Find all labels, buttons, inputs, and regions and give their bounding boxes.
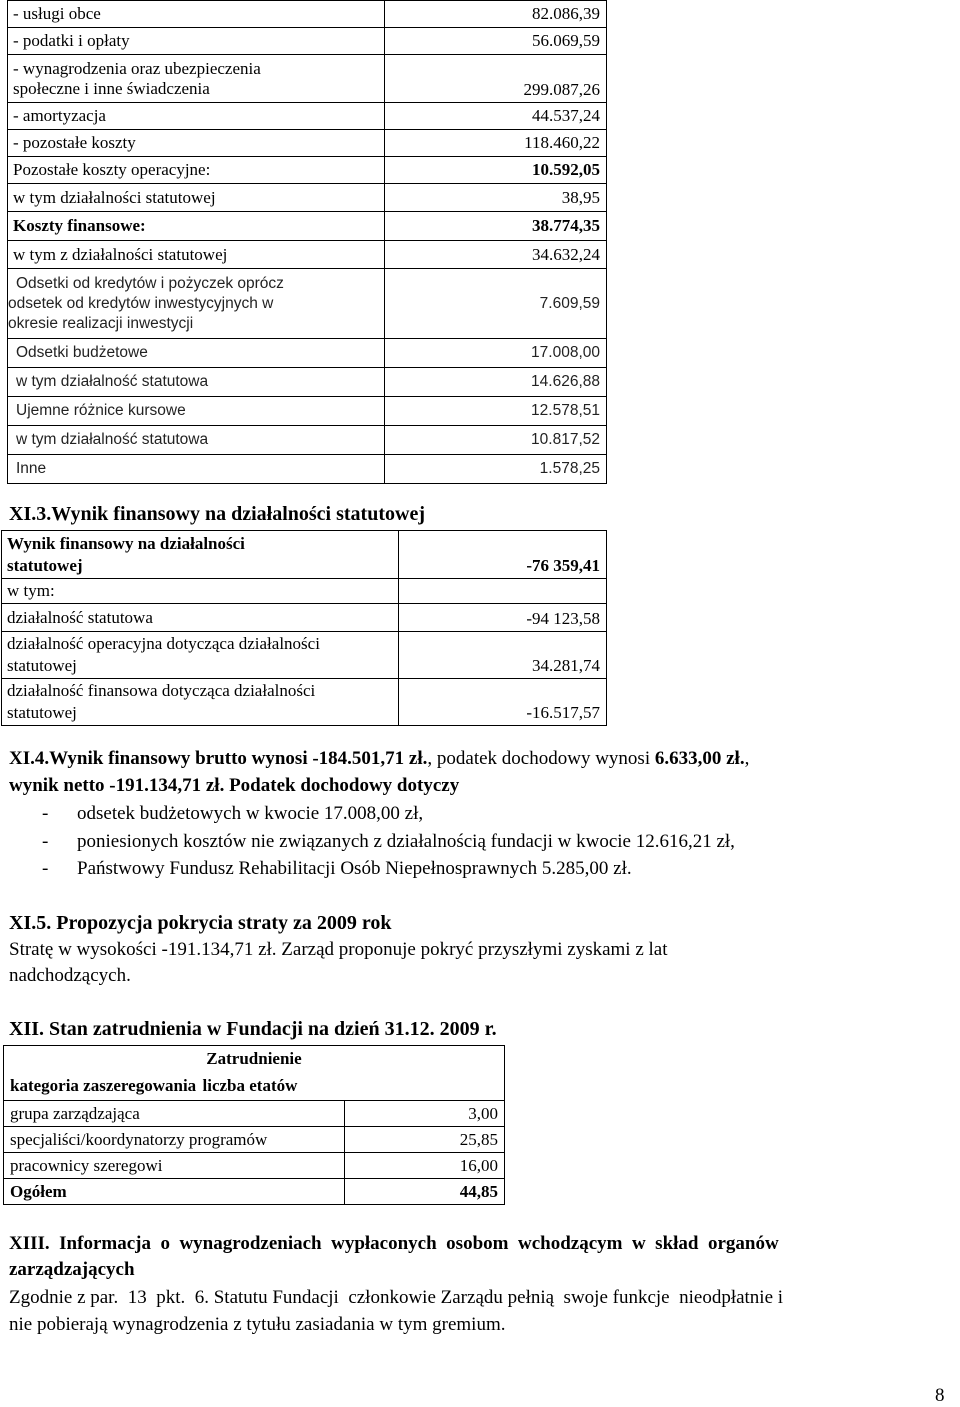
section-xi5-heading: XI.5. Propozycja pokrycia straty za 2009 rok (9, 912, 392, 934)
table-row (8, 28, 607, 55)
total-value: 44,85 (345, 1179, 505, 1205)
row-value: 17.008,00 (385, 339, 607, 368)
row-value: 12.578,51 (385, 397, 607, 426)
row-label: w tym działalności statutowej (8, 184, 385, 212)
row-value: 1.578,25 (385, 455, 607, 484)
employment-table (3, 1045, 505, 1205)
table-row (2, 531, 607, 579)
table-row (8, 157, 607, 184)
row-label: pracownicy szeregowi (4, 1153, 345, 1179)
section-xii-heading: XII. Stan zatrudnienia w Fundacji na dzień 31.12. 2009 r. (9, 1018, 497, 1040)
row-label: - podatki i opłaty (8, 28, 385, 55)
row-value: 299.087,26 (385, 55, 607, 103)
row-label: Ujemne różnice kursowe (8, 397, 385, 426)
row-value: 56.069,59 (385, 28, 607, 55)
table-header-row (4, 1072, 505, 1101)
row-label: - usługi obce (8, 1, 385, 28)
row-label: w tym z działalności statutowej (8, 241, 385, 269)
row-label: w tym: (2, 579, 399, 604)
bullet-dash: - (42, 858, 49, 879)
costs-table (7, 0, 607, 484)
result-table (1, 530, 607, 726)
row-label: Odsetki od kredytów i pożyczek oprócz odsetek od kredytów inwestycyjnych w okresie realizacji inwestycji (8, 269, 385, 339)
row-value: 25,85 (345, 1127, 505, 1153)
row-value: 14.626,88 (385, 368, 607, 397)
table-row (8, 368, 607, 397)
row-label: w tym działalność statutowa (8, 368, 385, 397)
table-row (2, 632, 607, 679)
table-row (4, 1101, 505, 1127)
table-row (4, 1127, 505, 1153)
column-header: kategoria zaszeregowania (4, 1072, 345, 1101)
section-xi5-text: Stratę w wysokości -191.134,71 zł. Zarząd proponuje pokryć przyszłymi zyskami z lat (9, 939, 668, 960)
table-row (8, 1, 607, 28)
list-item: Państwowy Fundusz Rehabilitacji Osób Niepełnosprawnych 5.285,00 zł. (77, 858, 632, 879)
table-total-row (4, 1179, 505, 1205)
table-row (4, 1153, 505, 1179)
table-title: Zatrudnienie (4, 1046, 505, 1072)
table-row (8, 130, 607, 157)
row-label: Inne (8, 455, 385, 484)
row-label: w tym działalność statutowa (8, 426, 385, 455)
row-label: działalność operacyjna dotycząca działalności statutowej (2, 632, 399, 679)
section-xi3-heading: XI.3.Wynik finansowy na działalności statutowej (9, 503, 425, 525)
table-row (8, 426, 607, 455)
row-value (399, 579, 607, 604)
row-label: Wynik finansowy na działalności statutowej (2, 531, 399, 579)
section-xi5-text: nadchodzących. (9, 965, 131, 986)
section-xiii-heading: XIII. Informacja o wynagrodzeniach wypłaconych osobom wchodzącym w skład organów (9, 1233, 779, 1254)
row-label: - pozostałe koszty (8, 130, 385, 157)
row-value: 44.537,24 (385, 103, 607, 130)
row-value: 34.281,74 (399, 632, 607, 679)
row-value: 7.609,59 (385, 269, 607, 339)
row-value: 118.460,22 (385, 130, 607, 157)
section-xi4-line1: XI.4.Wynik finansowy brutto wynosi -184.501,71 zł., podatek dochodowy wynosi 6.633,00 zł., (9, 748, 750, 769)
row-label: działalność statutowa (2, 604, 399, 632)
row-value: 38.774,35 (385, 212, 607, 241)
column-header: liczba etatów (203, 1072, 363, 1101)
row-value: 10.592,05 (385, 157, 607, 184)
row-label: - amortyzacja (8, 103, 385, 130)
row-value: 34.632,24 (385, 241, 607, 269)
section-xiii-heading-cont: zarządzających (9, 1259, 135, 1280)
page-number: 8 (935, 1385, 945, 1406)
total-label: Ogółem (4, 1179, 345, 1205)
list-item: odsetek budżetowych w kwocie 17.008,00 zł, (77, 803, 424, 824)
bullet-dash: - (42, 803, 49, 824)
row-value: 16,00 (345, 1153, 505, 1179)
table-row (8, 397, 607, 426)
row-label: Koszty finansowe: (8, 212, 385, 241)
table-row (8, 184, 607, 212)
table-row (8, 269, 607, 339)
row-value: 3,00 (345, 1101, 505, 1127)
table-header-row (4, 1046, 505, 1072)
row-label: grupa zarządzająca (4, 1101, 345, 1127)
row-label: Pozostałe koszty operacyjne: (8, 157, 385, 184)
row-value: -94 123,58 (399, 604, 607, 632)
row-label: - wynagrodzenia oraz ubezpieczenia społeczne i inne świadczenia (8, 55, 385, 103)
table-row (8, 103, 607, 130)
table-row (8, 241, 607, 269)
row-label: specjaliści/koordynatorzy programów (4, 1127, 345, 1153)
row-label: działalność finansowa dotycząca działalności statutowej (2, 679, 399, 726)
table-row (2, 604, 607, 632)
table-row (8, 339, 607, 368)
row-value: -16.517,57 (399, 679, 607, 726)
table-row (8, 212, 607, 241)
row-value: 10.817,52 (385, 426, 607, 455)
table-row (2, 679, 607, 726)
section-xiii-text: nie pobierają wynagrodzenia z tytułu zasiadania w tym gremium. (9, 1314, 506, 1335)
section-xiii-text: Zgodnie z par. 13 pkt. 6. Statutu Fundacji członkowie Zarządu pełnią swoje funkcje nieodpłatnie i (9, 1287, 784, 1308)
row-value: 38,95 (385, 184, 607, 212)
row-label: Odsetki budżetowe (8, 339, 385, 368)
list-item: poniesionych kosztów nie związanych z działalnością fundacji w kwocie 12.616,21 zł, (77, 831, 735, 852)
bullet-dash: - (42, 831, 49, 852)
section-xi4-line2: wynik netto -191.134,71 zł. Podatek dochodowy dotyczy (9, 775, 460, 796)
table-row (2, 579, 607, 604)
row-value: -76 359,41 (399, 531, 607, 579)
table-row (8, 55, 607, 103)
row-value: 82.086,39 (385, 1, 607, 28)
table-row (8, 455, 607, 484)
